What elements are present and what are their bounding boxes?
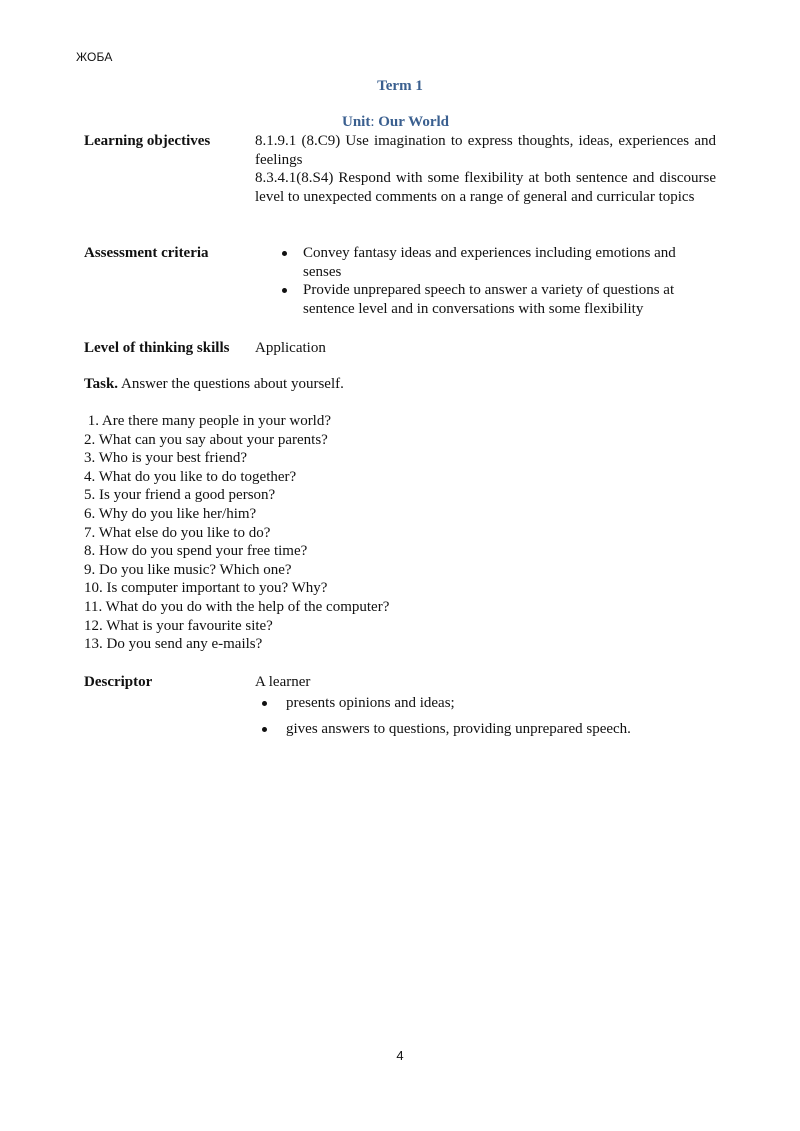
learning-objectives-label: Learning objectives [84,133,211,149]
assessment-criteria-label: Assessment criteria [84,245,209,261]
question-item: 3. Who is your best friend? [84,450,248,467]
thinking-skills-value: Application [255,340,326,356]
learning-objective-1: 8.1.9.1 (8.C9) Use imagination to express thoughts, ideas, experiences and feelings [255,133,716,168]
question-item: 10. Is computer important to you? Why? [84,580,328,597]
term-title: Term 1 [377,78,423,94]
list-item [255,694,716,713]
question-item: 1. Are there many people in your world? [84,413,332,429]
list-item [255,720,716,739]
list-item [255,244,716,281]
thinking-skills-label: Level of thinking skills [84,340,230,356]
question-list [84,412,389,654]
criterion-text: Provide unprepared speech to answer a variety of questions at sentence level and in conversations with some flexibility [303,282,675,317]
descriptor-label: Descriptor [84,674,153,690]
question-item: 13. Do you send any e-mails? [84,636,263,653]
descriptor-text: gives answers to questions, providing unprepared speech. [286,721,631,738]
question-item: 5. Is your friend a good person? [84,487,276,504]
learning-objectives-content [255,132,716,206]
bullet-icon [262,727,267,732]
unit-label: Unit [342,114,371,130]
question-item: 2. What can you say about your parents? [84,431,328,448]
question-item: 7. What else do you like to do? [84,524,271,541]
task-line [84,375,344,394]
question-item: 12. What is your favourite site? [84,617,273,634]
bullet-icon [282,251,287,256]
question-item: 6. Why do you like her/him? [84,505,257,522]
task-text: Answer the questions about yourself. [121,376,344,392]
descriptor-intro: A learner [255,674,311,690]
bullet-icon [262,701,267,706]
task-label: Task. [84,376,119,392]
descriptor-content [255,673,716,747]
unit-title [342,114,449,131]
page-number: 4 [396,1048,404,1063]
descriptor-list [255,694,716,739]
learning-objective-2: 8.3.4.1(8.S4) Respond with some flexibility at both sentence and discourse level to unexpected comments on a range of general and curricular topics [255,170,716,205]
header-tag: ЖОБА [76,50,113,64]
unit-name: Our World [378,114,449,130]
assessment-criteria-list [255,244,716,318]
question-item: 8. How do you spend your free time? [84,543,308,560]
question-item: 4. What do you like to do together? [84,468,297,485]
criterion-text: Convey fantasy ideas and experiences including emotions and senses [303,245,676,280]
bullet-icon [282,288,287,293]
question-item: 11. What do you do with the help of the computer? [84,598,390,615]
question-item: 9. Do you like music? Which one? [84,561,292,578]
descriptor-text: presents opinions and ideas; [286,694,455,711]
unit-separator: : [370,114,375,130]
list-item [255,281,716,318]
